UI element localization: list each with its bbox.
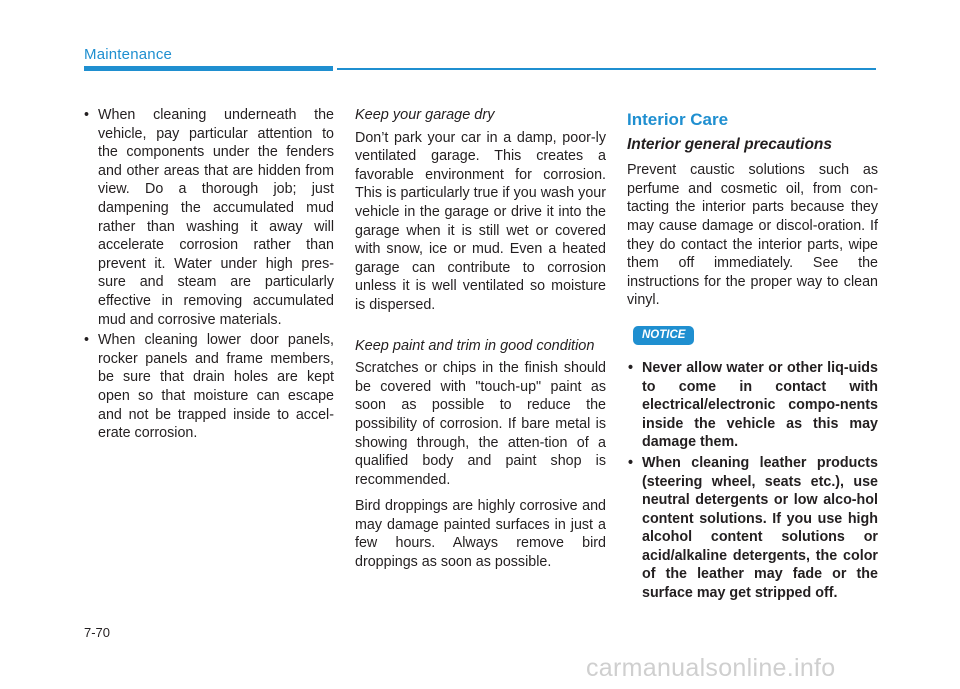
section-header-title: Maintenance xyxy=(84,46,173,63)
list-item xyxy=(83,331,334,443)
column-right xyxy=(627,106,878,605)
subheading-garage: Keep your garage dry xyxy=(355,107,495,123)
paragraph-interior: Prevent caustic solutions such as perfume and cosmetic oil, from con-tacting the interior parts because they may cause damage or discol-oration. If they do contact the interior parts, wipe them off immediately. See the instructions for the proper way to clean vinyl. xyxy=(627,162,878,309)
list-item xyxy=(627,359,878,452)
header-rule-thin xyxy=(337,68,876,70)
cleaning-bullet-list xyxy=(83,106,334,443)
section-title-interior-care: Interior Care xyxy=(627,110,729,129)
column-left xyxy=(83,106,334,445)
watermark-text: carmanualsonline.info xyxy=(586,654,836,682)
bullet-text: When cleaning leather products (steering wheel, seats etc.), use neutral detergents or low alco-hol content solutions. If you use high alcohol content solutions or acid/alkaline detergents, the color of the leather may fade or the surface may get stripped off. xyxy=(642,454,878,602)
paragraph-bird-droppings: Bird droppings are highly corrosive and may damage painted surfaces in just a few hours. Always remove bird droppings as soon as possible. xyxy=(355,498,606,571)
notice-badge: NOTICE xyxy=(633,326,694,345)
page-number: 7-70 xyxy=(84,625,111,640)
bullet-dot-icon: • xyxy=(84,332,90,349)
header-rule-thick xyxy=(84,66,333,71)
subheading-paint: Keep paint and trim in good condition xyxy=(355,337,595,354)
bullet-text: When cleaning lower door panels, rocker panels and frame members, be sure that drain holes are kept open so that moisture can escape and not be trapped inside to accel-erate corrosion. xyxy=(98,332,334,442)
column-middle xyxy=(355,106,606,572)
bullet-dot-icon: • xyxy=(84,107,90,123)
paragraph-paint: Scratches or chips in the finish should be covered with "touch-up" paint as soon as possible to reduce the possibility of corrosion. If bare metal is showing through, the atten-tion of a qualified body and paint shop is recommended. xyxy=(355,360,606,488)
bullet-text: Never allow water or other liq-uids to come in contact with electrical/electronic compo-nents inside the vehicle as this may damage them. xyxy=(642,359,878,451)
notice-bullet-list xyxy=(627,359,878,603)
paragraph-garage: Don’t park your car in a damp, poor-ly ventilated garage. This creates a favorable environment for corrosion. This is particularly true if you wash your vehicle in the garage or drive it into the garage when it is still wet or covered with snow, ice or mud. Even a heated garage can contribute to corrosion unless it is well ventilated so moisture is dispersed. xyxy=(355,129,606,313)
bullet-dot-icon: • xyxy=(628,359,634,376)
list-item xyxy=(83,106,334,329)
bullet-text: When cleaning underneath the vehicle, pay particular attention to the components under the fenders and other areas that are hidden from view. Do a thorough job; just dampening the accumulated mud rather than washing it away will accelerate corrosion rather than prevent it. Water under high pres-sure and steam are particularly effective in removing accumulated mud and corrosive materials. xyxy=(98,107,334,328)
list-item xyxy=(627,454,878,603)
bullet-dot-icon: • xyxy=(628,454,634,471)
subheading-interior-precautions: Interior general precautions xyxy=(627,135,832,153)
